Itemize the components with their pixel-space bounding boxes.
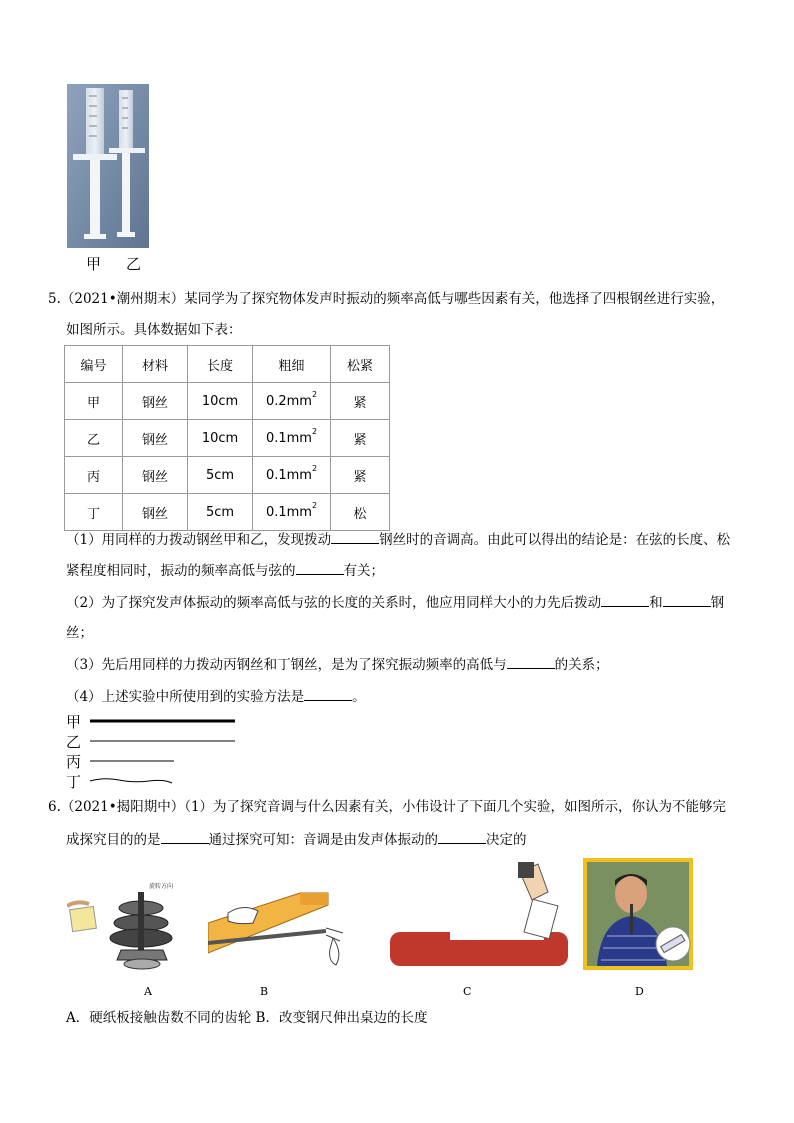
q5-part2-line2: 丝； xyxy=(66,625,93,641)
q5-line2: 如图所示。具体数据如下表： xyxy=(66,322,242,338)
table-header-row xyxy=(65,346,390,383)
q6-options: A．硬纸板接触齿数不同的齿轮 B．改变钢尺伸出桌边的长度 xyxy=(66,1010,428,1026)
q5-part2-line1 xyxy=(66,592,724,613)
table-cell: 5cm xyxy=(188,457,253,494)
figure-a-gear xyxy=(67,878,185,973)
table-header: 编号 xyxy=(65,346,123,383)
label-yi: 乙 xyxy=(126,255,142,273)
q5-part4 xyxy=(66,686,366,707)
figure-b-ruler xyxy=(208,883,354,973)
superscript: 2 xyxy=(311,500,318,510)
cell-value: 0.1mm xyxy=(265,430,312,446)
wire-label: 丙 xyxy=(66,753,82,771)
figure-label-a: A xyxy=(144,985,152,998)
figure-d-photo xyxy=(583,858,693,970)
cell-value: 0.1mm xyxy=(265,467,312,483)
wire-label: 甲 xyxy=(66,713,82,731)
table-cell: 乙 xyxy=(65,420,123,457)
wire-label: 丁 xyxy=(66,773,82,791)
table-row xyxy=(65,420,390,457)
figure-c-comb xyxy=(390,862,570,972)
data-table xyxy=(64,345,390,531)
cell-value: 0.2mm xyxy=(265,393,312,409)
q5-line1: 5.（2021•潮州期末）某同学为了探究物体发声时振动的频率高低与哪些因素有关，他选择了四根钢丝进行实验， xyxy=(48,291,725,307)
table-header: 长度 xyxy=(188,346,253,383)
text: 和 xyxy=(649,595,663,611)
superscript: 2 xyxy=(311,463,318,473)
table-cell xyxy=(253,494,331,531)
table-cell: 紧 xyxy=(331,420,390,457)
table-cell: 丁 xyxy=(65,494,123,531)
q6-line2 xyxy=(66,829,527,850)
table-cell xyxy=(253,420,331,457)
table-header: 粗细 xyxy=(253,346,331,383)
table-cell: 丙 xyxy=(65,457,123,494)
figure-label-c: C xyxy=(463,985,472,998)
answer-blank[interactable] xyxy=(663,592,711,607)
table-cell: 10cm xyxy=(188,383,253,420)
label-jia: 甲 xyxy=(86,255,102,273)
cell-value: 0.1mm xyxy=(265,504,312,520)
figure-label-d: D xyxy=(635,985,644,998)
answer-blank[interactable] xyxy=(161,829,209,844)
text: （4）上述实验中所使用到的实验方法是 xyxy=(66,689,305,705)
text: 紧程度相同时，振动的频率高低与弦的 xyxy=(66,563,296,579)
q5-part3 xyxy=(66,654,609,675)
table-cell: 紧 xyxy=(331,457,390,494)
table-cell: 10cm xyxy=(188,420,253,457)
syringe-photo xyxy=(67,84,149,248)
answer-blank[interactable] xyxy=(507,654,555,669)
q5-part1-line2 xyxy=(66,560,384,581)
table-cell: 钢丝 xyxy=(123,383,188,420)
wire-ding xyxy=(90,779,172,783)
table-cell: 钢丝 xyxy=(123,494,188,531)
text: 钢 xyxy=(710,595,725,611)
figure-label-b: B xyxy=(260,985,269,998)
table-row xyxy=(65,383,390,420)
table-cell: 甲 xyxy=(65,383,123,420)
text: 有关； xyxy=(343,563,384,579)
table-cell: 钢丝 xyxy=(123,420,188,457)
answer-blank[interactable] xyxy=(304,686,352,701)
answer-blank[interactable] xyxy=(601,592,649,607)
text: 成探究目的的是 xyxy=(66,832,161,848)
answer-blank[interactable] xyxy=(296,560,344,575)
wire-label: 乙 xyxy=(66,733,82,751)
text: 通过探究可知：音调是由发声体振动的 xyxy=(208,832,438,848)
table-cell: 紧 xyxy=(331,383,390,420)
table-header: 材料 xyxy=(123,346,188,383)
text: 决定的 xyxy=(486,832,527,848)
q5-part1-line1 xyxy=(66,529,730,550)
superscript: 2 xyxy=(311,426,318,436)
table-cell: 钢丝 xyxy=(123,457,188,494)
table-header: 松紧 xyxy=(331,346,390,383)
wires-svg xyxy=(64,711,244,791)
svg-text:旋转方向: 旋转方向 xyxy=(149,883,174,890)
wire-diagram xyxy=(64,711,244,791)
text: 钢丝时的音调高。由此可以得出的结论是：在弦的长度、松 xyxy=(379,532,731,548)
text: （1）用同样的力拨动钢丝甲和乙，发现拨动 xyxy=(66,532,332,548)
answer-blank[interactable] xyxy=(331,529,379,544)
q6-line1: 6.（2021•揭阳期中）（1）为了探究音调与什么因素有关，小伟设计了下面几个实验，如图所示，你认为不能够完 xyxy=(48,799,727,815)
table-row xyxy=(65,457,390,494)
table-cell xyxy=(253,383,331,420)
table-cell: 5cm xyxy=(188,494,253,531)
text: 。 xyxy=(352,689,366,705)
superscript: 2 xyxy=(311,389,318,399)
table-row xyxy=(65,494,390,531)
table-cell xyxy=(253,457,331,494)
text: 的关系； xyxy=(554,657,609,673)
answer-blank[interactable] xyxy=(438,829,486,844)
text: （2）为了探究发声体振动的频率高低与弦的长度的关系时，他应用同样大小的力先后拨动 xyxy=(66,595,602,611)
text: （3）先后用同样的力拨动丙钢丝和丁钢丝，是为了探究振动频率的高低与 xyxy=(66,657,507,673)
table-cell: 松 xyxy=(331,494,390,531)
